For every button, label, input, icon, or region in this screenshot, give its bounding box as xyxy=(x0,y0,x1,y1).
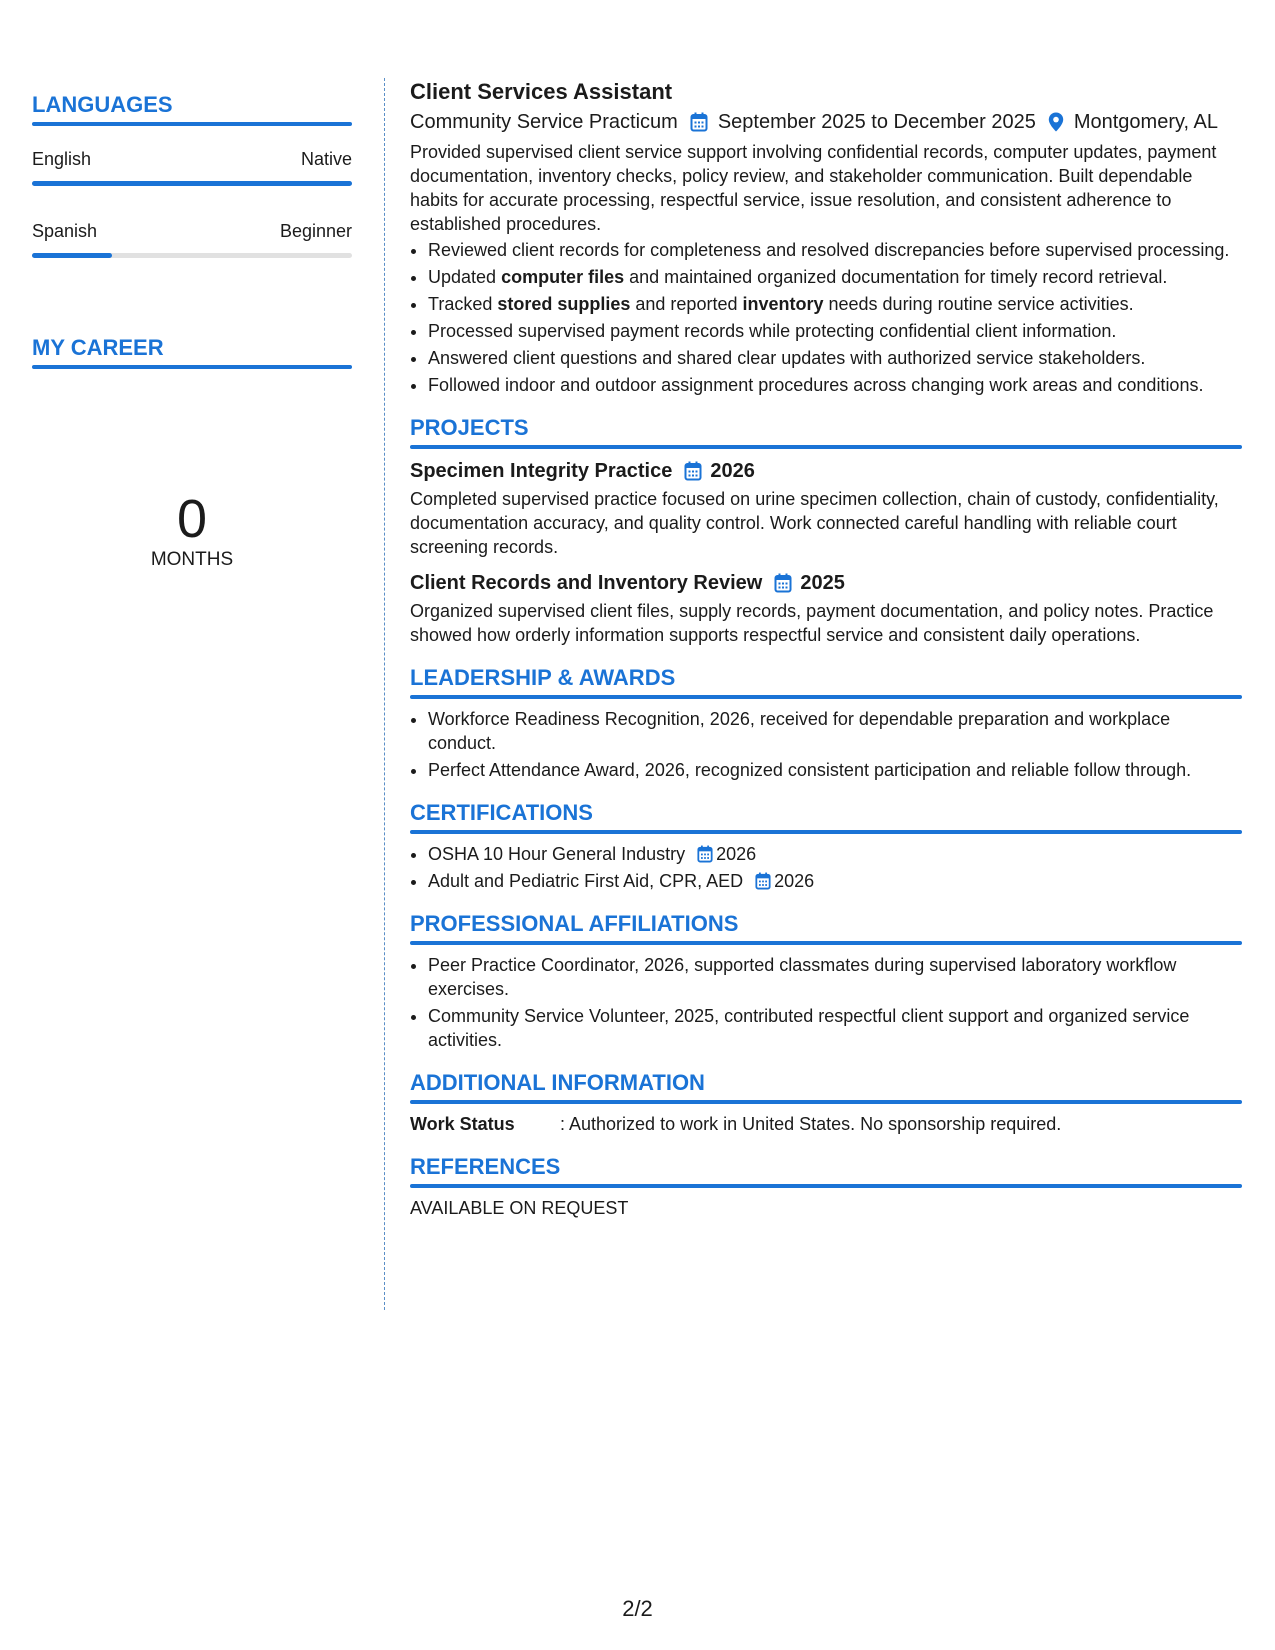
list-item: • Workforce Readiness Recognition, 2026, received for dependable preparation and workplace conduct. xyxy=(428,707,1242,755)
language-proficiency-fill xyxy=(32,181,352,186)
certification-year: 2026 xyxy=(716,844,757,864)
bullet-text: needs during routine service activities. xyxy=(823,294,1134,314)
calendar-icon xyxy=(690,112,708,132)
affiliations-list xyxy=(410,953,1242,1052)
page-number: 2/2 xyxy=(622,1596,653,1621)
list-item xyxy=(428,346,1242,370)
calendar-icon xyxy=(755,872,771,890)
affiliations-section xyxy=(410,911,1242,1052)
calendar-icon xyxy=(684,461,702,481)
calendar-icon xyxy=(774,573,792,593)
language-level: Beginner xyxy=(279,221,352,241)
career-months-label: MONTHS xyxy=(150,549,234,570)
career-heading: MY CAREER xyxy=(32,335,164,360)
affiliations-heading: PROFESSIONAL AFFILIATIONS xyxy=(410,911,739,936)
list-item xyxy=(428,869,1242,893)
main-content xyxy=(410,78,1242,1220)
list-item xyxy=(428,842,1242,866)
project-description: Organized supervised client files, supply records, payment documentation, and policy notes. Practice showed how orderly information supports respectful service and consistent daily operations. xyxy=(410,601,1214,645)
section-rule xyxy=(410,1100,1242,1104)
list-item xyxy=(428,373,1242,397)
project-header xyxy=(410,457,1242,485)
leadership-section xyxy=(410,665,1242,782)
job-organization: Community Service Practicum xyxy=(410,111,678,133)
list-item xyxy=(428,292,1242,316)
list-item: • Perfect Attendance Award, 2026, recognized consistent participation and reliable follow through. xyxy=(428,758,1242,782)
career-months-value: 0 xyxy=(176,489,208,549)
project-name: Specimen Integrity Practice xyxy=(410,460,673,482)
bullet-keyword: inventory xyxy=(742,294,824,314)
calendar-icon xyxy=(697,845,713,863)
info-label: Work Status xyxy=(410,1114,515,1134)
section-rule xyxy=(410,695,1242,699)
additional-info-heading: ADDITIONAL INFORMATION xyxy=(410,1070,705,1095)
bullet-text: Followed indoor and outdoor assignment procedures across changing work areas and conditions. xyxy=(428,375,1204,395)
info-row xyxy=(410,1112,1242,1136)
list-item: • Community Service Volunteer, 2025, contributed respectful client support and organized service activities. xyxy=(428,1004,1242,1052)
job-dates: September 2025 to December 2025 xyxy=(717,111,1036,133)
certifications-list xyxy=(410,842,1242,893)
location-pin-icon xyxy=(1048,112,1064,132)
languages-section xyxy=(32,92,352,258)
list-item xyxy=(428,265,1242,289)
project-year: 2025 xyxy=(800,572,845,594)
list-item xyxy=(428,238,1242,262)
certification-name: • Adult and Pediatric First Aid, CPR, AED xyxy=(428,871,744,891)
bullet-text: and reported xyxy=(630,294,743,314)
bullet-text: Reviewed client records for completeness and resolved discrepancies before supervised processing. xyxy=(428,240,1230,260)
language-name: Spanish xyxy=(32,221,98,241)
career-section xyxy=(32,335,352,369)
section-rule xyxy=(32,365,352,369)
job-location: Montgomery, AL xyxy=(1073,111,1218,133)
certifications-section xyxy=(410,800,1242,893)
bullet-keyword: stored supplies xyxy=(497,294,631,314)
section-rule xyxy=(32,122,352,126)
language-item xyxy=(32,220,352,258)
leadership-heading: LEADERSHIP & AWARDS xyxy=(410,665,676,690)
additional-info-section xyxy=(410,1070,1242,1136)
bullet-text: and maintained organized documentation for timely record retrieval. xyxy=(624,267,1168,287)
bullet-keyword: computer files xyxy=(501,267,625,287)
job-title: Client Services Assistant xyxy=(410,79,673,104)
list-item xyxy=(428,319,1242,343)
language-proficiency-bar xyxy=(32,181,352,186)
language-name: English xyxy=(32,149,92,169)
languages-heading: LANGUAGES xyxy=(32,92,173,117)
section-rule xyxy=(410,445,1242,449)
references-text: AVAILABLE ON REQUEST xyxy=(410,1198,629,1218)
certification-name: • OSHA 10 Hour General Industry xyxy=(428,844,686,864)
column-divider xyxy=(384,78,385,1310)
references-heading: REFERENCES xyxy=(410,1154,561,1179)
certifications-heading: CERTIFICATIONS xyxy=(410,800,593,825)
project-header xyxy=(410,569,1242,597)
bullet-text: Processed supervised payment records while protecting confidential client information. xyxy=(428,321,1117,341)
job-description: Provided supervised client service support involving confidential records, computer updates, payment documentation, inventory checks, policy review, and stakeholder communication. Built dependable habits for accurate processing, respectful service, issue resolution, and consistent adherence to established procedures. xyxy=(410,142,1217,234)
projects-section xyxy=(410,415,1242,647)
info-value: : Authorized to work in United States. No sponsorship required. xyxy=(560,1114,1062,1134)
section-rule xyxy=(410,941,1242,945)
bullet-text: Answered client questions and shared clear updates with authorized service stakeholders. xyxy=(428,348,1146,368)
section-rule xyxy=(410,830,1242,834)
language-level: Native xyxy=(300,149,352,169)
language-item xyxy=(32,148,352,186)
experience-entry xyxy=(410,78,1242,397)
list-item: • Peer Practice Coordinator, 2026, supported classmates during supervised laboratory workflow exercises. xyxy=(428,953,1242,1001)
certification-year: 2026 xyxy=(774,871,815,891)
leadership-list xyxy=(410,707,1242,782)
references-section xyxy=(410,1154,1242,1220)
projects-heading: PROJECTS xyxy=(410,415,529,440)
section-rule xyxy=(410,1184,1242,1188)
bullet-text: Updated xyxy=(428,267,502,287)
project-description: Completed supervised practice focused on urine specimen collection, chain of custody, confidentiality, documentation accuracy, and quality control. Work connected careful handling with reliable court screening records. xyxy=(410,489,1219,557)
job-bullets xyxy=(410,238,1242,397)
job-meta xyxy=(410,108,1242,136)
project-year: 2026 xyxy=(710,460,755,482)
language-proficiency-bar xyxy=(32,253,352,258)
language-proficiency-fill xyxy=(32,253,112,258)
project-name: Client Records and Inventory Review xyxy=(410,572,763,594)
bullet-text: Tracked xyxy=(428,294,498,314)
career-duration xyxy=(32,490,352,572)
